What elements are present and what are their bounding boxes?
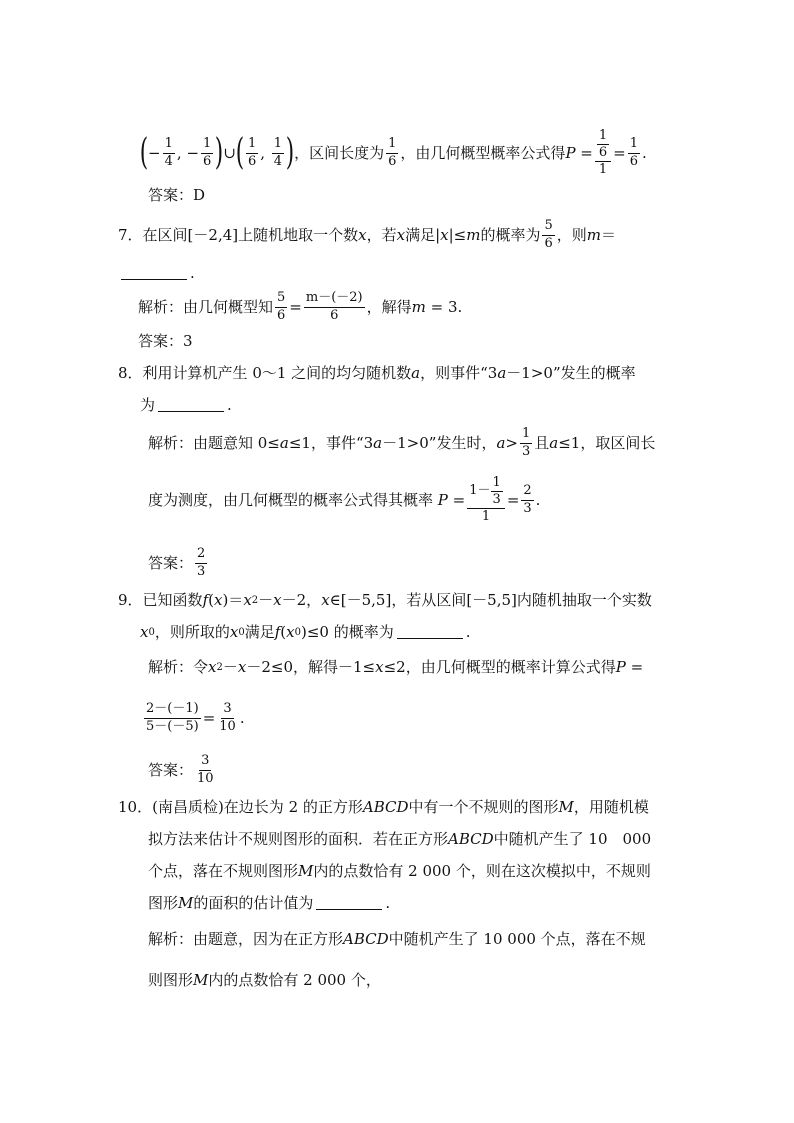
p-complex-frac: $\frac{\frac{1}{6}}{1}$ — [595, 129, 611, 178]
q7-solution: 解析：由几何概型知 $\frac{5}{6}$ = $\frac{m-(-2)}{6}$ ，解得 m = 3. — [138, 290, 463, 323]
q8-solution-l1: 解析：由题意知 0≤ a ≤1，事件“3 a －1>0”发生时， a > $\frac{1}{3}$ 且 a ≤1，取区间长 — [148, 426, 656, 459]
q10-l2: 拟方法来估计不规则图形的面积．若在正方形 ABCD 中随机产生了 10 000 — [148, 830, 652, 848]
frac-1-6: $\frac{1}{6}$ — [203, 136, 212, 169]
q6-interval-line: ( − $\frac{1}{4}$ , − $\frac{1}{6}$ ) ∪ ( $\frac{1}{6}$ , $\frac{1}{4}$ ) ，区间长度为 $\frac{1}{6}$ ，由几何概型概率公式得 P = $\frac{\frac{1}{6}}{1}$ = $\frac{1}{6}$ . — [139, 127, 647, 178]
q8-question-l2: 为 . — [140, 396, 232, 414]
q8-question: 8． 利用计算机产生 0～1 之间的均匀随机数 a ，则事件“3 a －1>0”发生的概率 — [118, 364, 636, 382]
q6-text-a: ，区间长度为 — [294, 143, 385, 162]
q7-answer: 答案： 3 — [138, 332, 193, 350]
q7-blank-line: . — [118, 266, 195, 281]
len-frac: $\frac{1}{6}$ — [388, 136, 397, 169]
q10-l4: 图形 M 的面积的估计值为 . — [148, 894, 391, 912]
q8-answer: 答案： $\frac{2}{3}$ — [148, 546, 206, 579]
q6-answer: 答案： D — [148, 186, 206, 204]
q10-l3: 个点，落在不规则图形 M 内的点数恰有 2 000 个，则在这次模拟中，不规则 — [148, 862, 651, 880]
frac-1-4b: $\frac{1}{4}$ — [273, 136, 283, 169]
q9-question-l2: x 0 ，则所取的 x 0 满足 f ( x 0 ) ≤0 的概率为 . — [140, 623, 471, 641]
q10-l1: 10． (南昌质检)在边长为 2 的正方形 ABCD 中有一个不规则的图形 M ，用随机模 — [118, 798, 649, 816]
frac-1-4: $\frac{1}{4}$ — [164, 136, 173, 169]
q9-answer: 答案： $\frac{3}{10}$ — [148, 753, 214, 786]
q9-question-l1: 9． 已知函数 f ( x )＝ x 2 － x －2， x ∈[－5,5]，若从区间[－5,5]内随机抽取一个实数 — [118, 591, 652, 609]
result-frac: $\frac{1}{6}$ — [629, 136, 639, 169]
q9-solution-l2: $\frac{2-(-1)}{5-(-5)}$ = $\frac{3}{10}$ . — [146, 701, 245, 734]
q6-text-b: ，由几何概型概率公式得 — [400, 143, 566, 162]
open-paren: ( — [139, 132, 149, 173]
q7-question: 7． 在区间[－2,4]上随机地取一个数 x ，若 x 满足| x |≤ m 的概率为 $\frac{5}{6}$ ，则 m ＝ — [118, 218, 617, 251]
frac-1-6b: $\frac{1}{6}$ — [247, 136, 257, 169]
q8-solution-l2: 度为测度，由几何概型的概率公式得其概率 P = 1－ $\frac{1}{3}$ 1 = $\frac{2}{3}$ . — [148, 474, 541, 525]
q9-solution-l1: 解析：令 x 2 － x －2≤0，解得－1≤ x ≤2，由几何概型的概率计算公式得 P = — [148, 658, 644, 676]
answer-blank[interactable] — [121, 267, 187, 280]
q10-sol-l2: 则图形 M 内的点数恰有 2 000 个， — [148, 971, 381, 989]
q10-sol-l1: 解析：由题意，因为在正方形 ABCD 中随机产生了 10 000 个点，落在不规 — [148, 930, 646, 948]
